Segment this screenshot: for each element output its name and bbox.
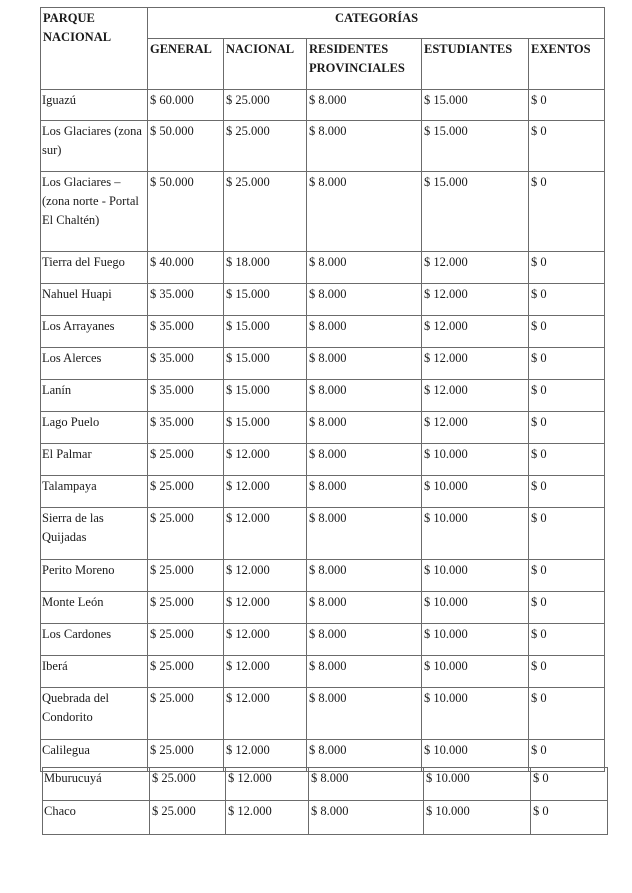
fee-cell-exentos: $ 0 [529, 624, 605, 656]
fee-cell-estudiantes: $ 10.000 [424, 768, 531, 801]
table-body [41, 90, 605, 772]
fee-cell-estudiantes: $ 15.000 [422, 121, 529, 172]
fee-cell-nacional: $ 25.000 [224, 121, 307, 172]
fee-cell-exentos: $ 0 [529, 252, 605, 284]
fee-cell-nacional: $ 15.000 [224, 380, 307, 412]
park-name-cell: Nahuel Huapi [41, 284, 148, 316]
fee-cell-nacional: $ 15.000 [224, 284, 307, 316]
fee-cell-residentes: $ 8.000 [307, 412, 422, 444]
fee-cell-exentos: $ 0 [529, 740, 605, 772]
column-header-general: GENERAL [148, 39, 224, 90]
park-name-cell: Los Cardones [41, 624, 148, 656]
column-header-residentes: RESIDENTES PROVINCIALES [307, 39, 422, 90]
fee-cell-residentes: $ 8.000 [307, 316, 422, 348]
fee-cell-nacional: $ 12.000 [224, 656, 307, 688]
fee-cell-residentes: $ 8.000 [307, 444, 422, 476]
fee-cell-estudiantes: $ 10.000 [422, 560, 529, 592]
fee-cell-nacional: $ 25.000 [224, 172, 307, 252]
fee-cell-estudiantes: $ 10.000 [422, 656, 529, 688]
fee-cell-nacional: $ 15.000 [224, 316, 307, 348]
fee-cell-exentos: $ 0 [529, 348, 605, 380]
fee-cell-nacional: $ 12.000 [226, 768, 309, 801]
fee-cell-exentos: $ 0 [529, 121, 605, 172]
park-name-cell: Quebrada del Condorito [41, 688, 148, 740]
park-name-cell: Perito Moreno [41, 560, 148, 592]
fee-cell-general: $ 35.000 [148, 348, 224, 380]
fee-cell-residentes: $ 8.000 [307, 508, 422, 560]
header-row-top [41, 8, 605, 39]
fee-cell-estudiantes: $ 10.000 [422, 688, 529, 740]
fee-cell-estudiantes: $ 10.000 [422, 740, 529, 772]
fee-cell-estudiantes: $ 10.000 [422, 624, 529, 656]
table-row [41, 121, 605, 172]
park-name-cell: Chaco [43, 801, 150, 835]
fee-cell-residentes: $ 8.000 [307, 284, 422, 316]
fee-cell-residentes: $ 8.000 [307, 172, 422, 252]
table-row [41, 172, 605, 252]
fee-cell-nacional: $ 12.000 [226, 801, 309, 835]
fee-cell-general: $ 25.000 [148, 476, 224, 508]
fee-cell-estudiantes: $ 12.000 [422, 284, 529, 316]
fee-cell-general: $ 35.000 [148, 380, 224, 412]
fee-cell-exentos: $ 0 [529, 476, 605, 508]
fee-cell-general: $ 25.000 [150, 801, 226, 835]
fee-cell-general: $ 50.000 [148, 121, 224, 172]
fee-cell-residentes: $ 8.000 [307, 656, 422, 688]
table-row [41, 656, 605, 688]
park-name-cell: Los Glaciares – (zona norte - Portal El Chaltén) [41, 172, 148, 252]
table-row [41, 348, 605, 380]
fee-cell-general: $ 25.000 [148, 560, 224, 592]
table-row [43, 801, 608, 835]
table-row [41, 688, 605, 740]
fee-cell-exentos: $ 0 [529, 284, 605, 316]
table-row [41, 592, 605, 624]
fee-cell-estudiantes: $ 10.000 [422, 592, 529, 624]
fee-cell-estudiantes: $ 10.000 [422, 508, 529, 560]
fee-cell-general: $ 35.000 [148, 284, 224, 316]
park-name-cell: Talampaya [41, 476, 148, 508]
fee-cell-nacional: $ 15.000 [224, 348, 307, 380]
fee-cell-nacional: $ 12.000 [224, 508, 307, 560]
fee-cell-exentos: $ 0 [529, 560, 605, 592]
categories-header: CATEGORÍAS [148, 8, 605, 39]
park-fees-table [40, 7, 605, 772]
fee-cell-exentos: $ 0 [529, 412, 605, 444]
table-row [43, 768, 608, 801]
fee-cell-residentes: $ 8.000 [307, 90, 422, 121]
park-name-cell: Lago Puelo [41, 412, 148, 444]
fee-cell-general: $ 25.000 [148, 444, 224, 476]
fee-cell-general: $ 35.000 [148, 412, 224, 444]
fee-cell-general: $ 35.000 [148, 316, 224, 348]
park-name-cell: Mburucuyá [43, 768, 150, 801]
park-name-cell: Iguazú [41, 90, 148, 121]
park-fees-table-continued [42, 767, 608, 835]
fee-cell-exentos: $ 0 [531, 801, 608, 835]
fee-cell-residentes: $ 8.000 [307, 592, 422, 624]
fee-cell-estudiantes: $ 12.000 [422, 316, 529, 348]
fee-cell-residentes: $ 8.000 [309, 801, 424, 835]
fee-cell-estudiantes: $ 10.000 [422, 444, 529, 476]
fee-cell-exentos: $ 0 [531, 768, 608, 801]
fee-cell-estudiantes: $ 12.000 [422, 380, 529, 412]
fee-cell-residentes: $ 8.000 [307, 380, 422, 412]
fee-cell-residentes: $ 8.000 [309, 768, 424, 801]
fee-cell-exentos: $ 0 [529, 444, 605, 476]
fee-cell-residentes: $ 8.000 [307, 624, 422, 656]
table-row [41, 560, 605, 592]
column-header-estudiantes: ESTUDIANTES [422, 39, 529, 90]
fee-cell-general: $ 50.000 [148, 172, 224, 252]
column-header-nacional: NACIONAL [224, 39, 307, 90]
fee-cell-nacional: $ 12.000 [224, 688, 307, 740]
fee-cell-nacional: $ 12.000 [224, 624, 307, 656]
park-name-cell: Tierra del Fuego [41, 252, 148, 284]
fee-cell-general: $ 25.000 [150, 768, 226, 801]
park-name-cell: Los Alerces [41, 348, 148, 380]
fee-cell-exentos: $ 0 [529, 656, 605, 688]
park-name-cell: Iberá [41, 656, 148, 688]
fee-cell-general: $ 25.000 [148, 740, 224, 772]
table-row [41, 380, 605, 412]
fee-cell-general: $ 60.000 [148, 90, 224, 121]
fee-cell-general: $ 25.000 [148, 592, 224, 624]
fee-cell-exentos: $ 0 [529, 316, 605, 348]
fee-cell-estudiantes: $ 15.000 [422, 172, 529, 252]
fee-cell-general: $ 40.000 [148, 252, 224, 284]
fee-cell-residentes: $ 8.000 [307, 688, 422, 740]
fee-cell-nacional: $ 12.000 [224, 592, 307, 624]
fee-cell-residentes: $ 8.000 [307, 121, 422, 172]
fee-cell-nacional: $ 18.000 [224, 252, 307, 284]
fee-cell-exentos: $ 0 [529, 380, 605, 412]
fee-cell-residentes: $ 8.000 [307, 476, 422, 508]
table-row [41, 316, 605, 348]
column-header-exentos: EXENTOS [529, 39, 605, 90]
table-row [41, 90, 605, 121]
park-column-header: PARQUE NACIONAL [41, 8, 148, 90]
fee-cell-estudiantes: $ 12.000 [422, 348, 529, 380]
fee-cell-residentes: $ 8.000 [307, 348, 422, 380]
fee-cell-exentos: $ 0 [529, 90, 605, 121]
table-row [41, 624, 605, 656]
park-name-cell: Lanín [41, 380, 148, 412]
fee-cell-estudiantes: $ 10.000 [424, 801, 531, 835]
park-name-cell: Los Glaciares (zona sur) [41, 121, 148, 172]
table-row [41, 508, 605, 560]
fee-cell-estudiantes: $ 10.000 [422, 476, 529, 508]
fee-cell-residentes: $ 8.000 [307, 560, 422, 592]
fee-cell-general: $ 25.000 [148, 624, 224, 656]
fee-cell-general: $ 25.000 [148, 656, 224, 688]
fee-cell-residentes: $ 8.000 [307, 740, 422, 772]
table-body-continued [43, 768, 608, 835]
fee-cell-exentos: $ 0 [529, 592, 605, 624]
fee-cell-nacional: $ 12.000 [224, 740, 307, 772]
fee-cell-nacional: $ 15.000 [224, 412, 307, 444]
park-name-cell: Calilegua [41, 740, 148, 772]
fee-cell-exentos: $ 0 [529, 172, 605, 252]
fee-cell-estudiantes: $ 12.000 [422, 252, 529, 284]
table-row [41, 444, 605, 476]
fee-cell-exentos: $ 0 [529, 688, 605, 740]
fee-cell-nacional: $ 12.000 [224, 476, 307, 508]
table-row [41, 252, 605, 284]
table-row [41, 476, 605, 508]
park-name-cell: Sierra de las Quijadas [41, 508, 148, 560]
fee-cell-general: $ 25.000 [148, 508, 224, 560]
fee-cell-residentes: $ 8.000 [307, 252, 422, 284]
fee-cell-exentos: $ 0 [529, 508, 605, 560]
park-name-cell: El Palmar [41, 444, 148, 476]
park-name-cell: Monte León [41, 592, 148, 624]
fee-cell-general: $ 25.000 [148, 688, 224, 740]
table-row [41, 284, 605, 316]
fee-cell-nacional: $ 12.000 [224, 560, 307, 592]
fee-cell-estudiantes: $ 12.000 [422, 412, 529, 444]
table-row [41, 412, 605, 444]
fee-cell-nacional: $ 12.000 [224, 444, 307, 476]
fee-cell-nacional: $ 25.000 [224, 90, 307, 121]
fee-cell-estudiantes: $ 15.000 [422, 90, 529, 121]
park-name-cell: Los Arrayanes [41, 316, 148, 348]
